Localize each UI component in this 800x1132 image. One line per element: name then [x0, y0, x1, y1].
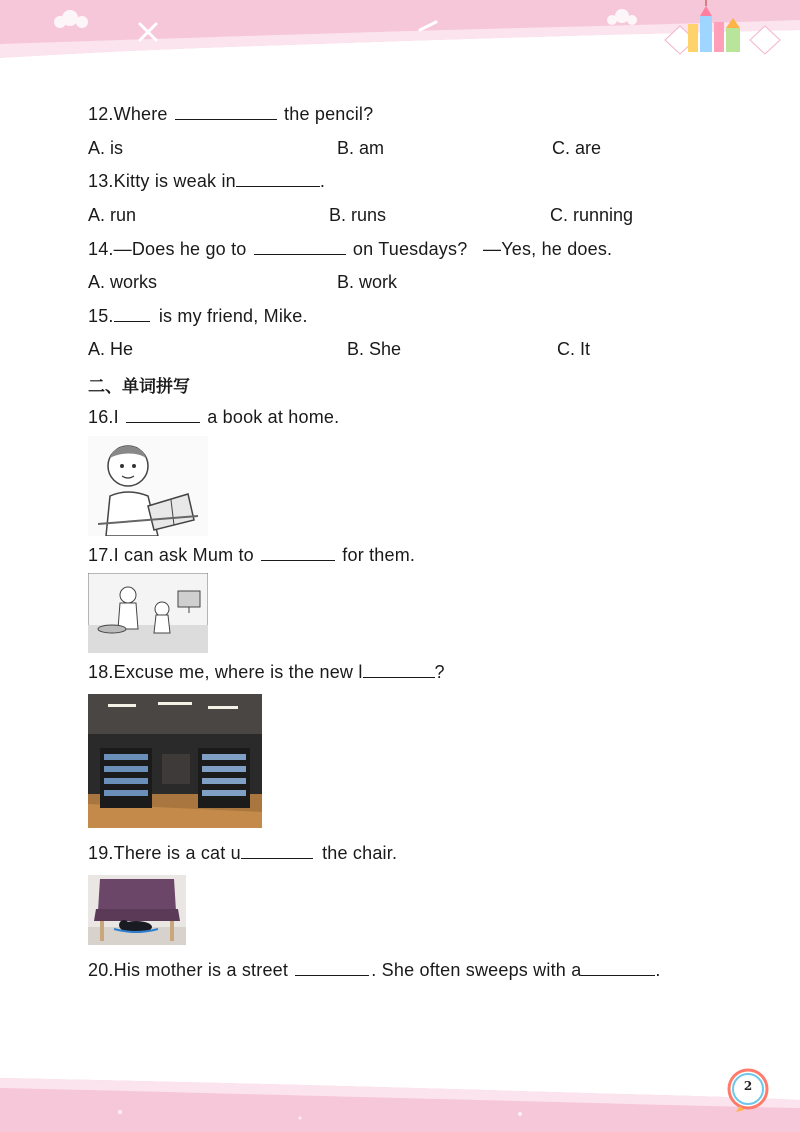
option-b[interactable]: B. She [347, 339, 402, 359]
question-12: 12.Where the pencil? [88, 104, 374, 124]
mum-cooking-illustration [88, 573, 208, 653]
answer-blank[interactable] [114, 306, 150, 322]
option-c[interactable]: C. are [552, 138, 602, 158]
question-16: 16.I a book at home. [88, 407, 340, 427]
answer-blank[interactable] [581, 960, 655, 976]
answer-blank[interactable] [236, 171, 320, 187]
option-b[interactable]: B. work [337, 272, 398, 292]
answer-blank[interactable] [126, 407, 200, 423]
question-19: 19.There is a cat u the chair. [88, 843, 398, 863]
question-18: 18.Excuse me, where is the new l ? [88, 662, 445, 682]
question-20: 20.His mother is a street . She often sweeps with a . [88, 960, 661, 980]
option-b[interactable]: B. runs [329, 205, 387, 225]
question-17: 17.I can ask Mum to for them. [88, 545, 416, 565]
question-15: 15. is my friend, Mike. [88, 306, 308, 326]
answer-blank[interactable] [261, 545, 335, 561]
section-title: 二、单词拼写 [88, 377, 190, 397]
page-number: 2 [743, 1079, 753, 1093]
top-decorative-banner [0, 0, 800, 70]
answer-blank[interactable] [241, 843, 313, 859]
answer-blank[interactable] [254, 239, 346, 255]
question-14: 14.—Does he go to on Tuesdays? —Yes, he does. [88, 239, 613, 259]
option-b[interactable]: B. am [337, 138, 385, 158]
answer-blank[interactable] [363, 662, 435, 678]
option-a[interactable]: A. run [88, 205, 137, 225]
option-c[interactable]: C. running [550, 205, 634, 225]
option-c[interactable]: C. It [557, 339, 591, 359]
option-a[interactable]: A. works [88, 272, 158, 292]
answer-blank[interactable] [295, 960, 369, 976]
option-a[interactable]: A. He [88, 339, 134, 359]
answer-blank[interactable] [175, 104, 277, 120]
bottom-decorative-banner [0, 1064, 800, 1132]
question-13: 13.Kitty is weak in . [88, 171, 326, 191]
library-photo [88, 694, 262, 828]
option-a[interactable]: A. is [88, 138, 124, 158]
boy-reading-illustration [88, 436, 208, 536]
cat-under-chair-photo [88, 875, 186, 945]
